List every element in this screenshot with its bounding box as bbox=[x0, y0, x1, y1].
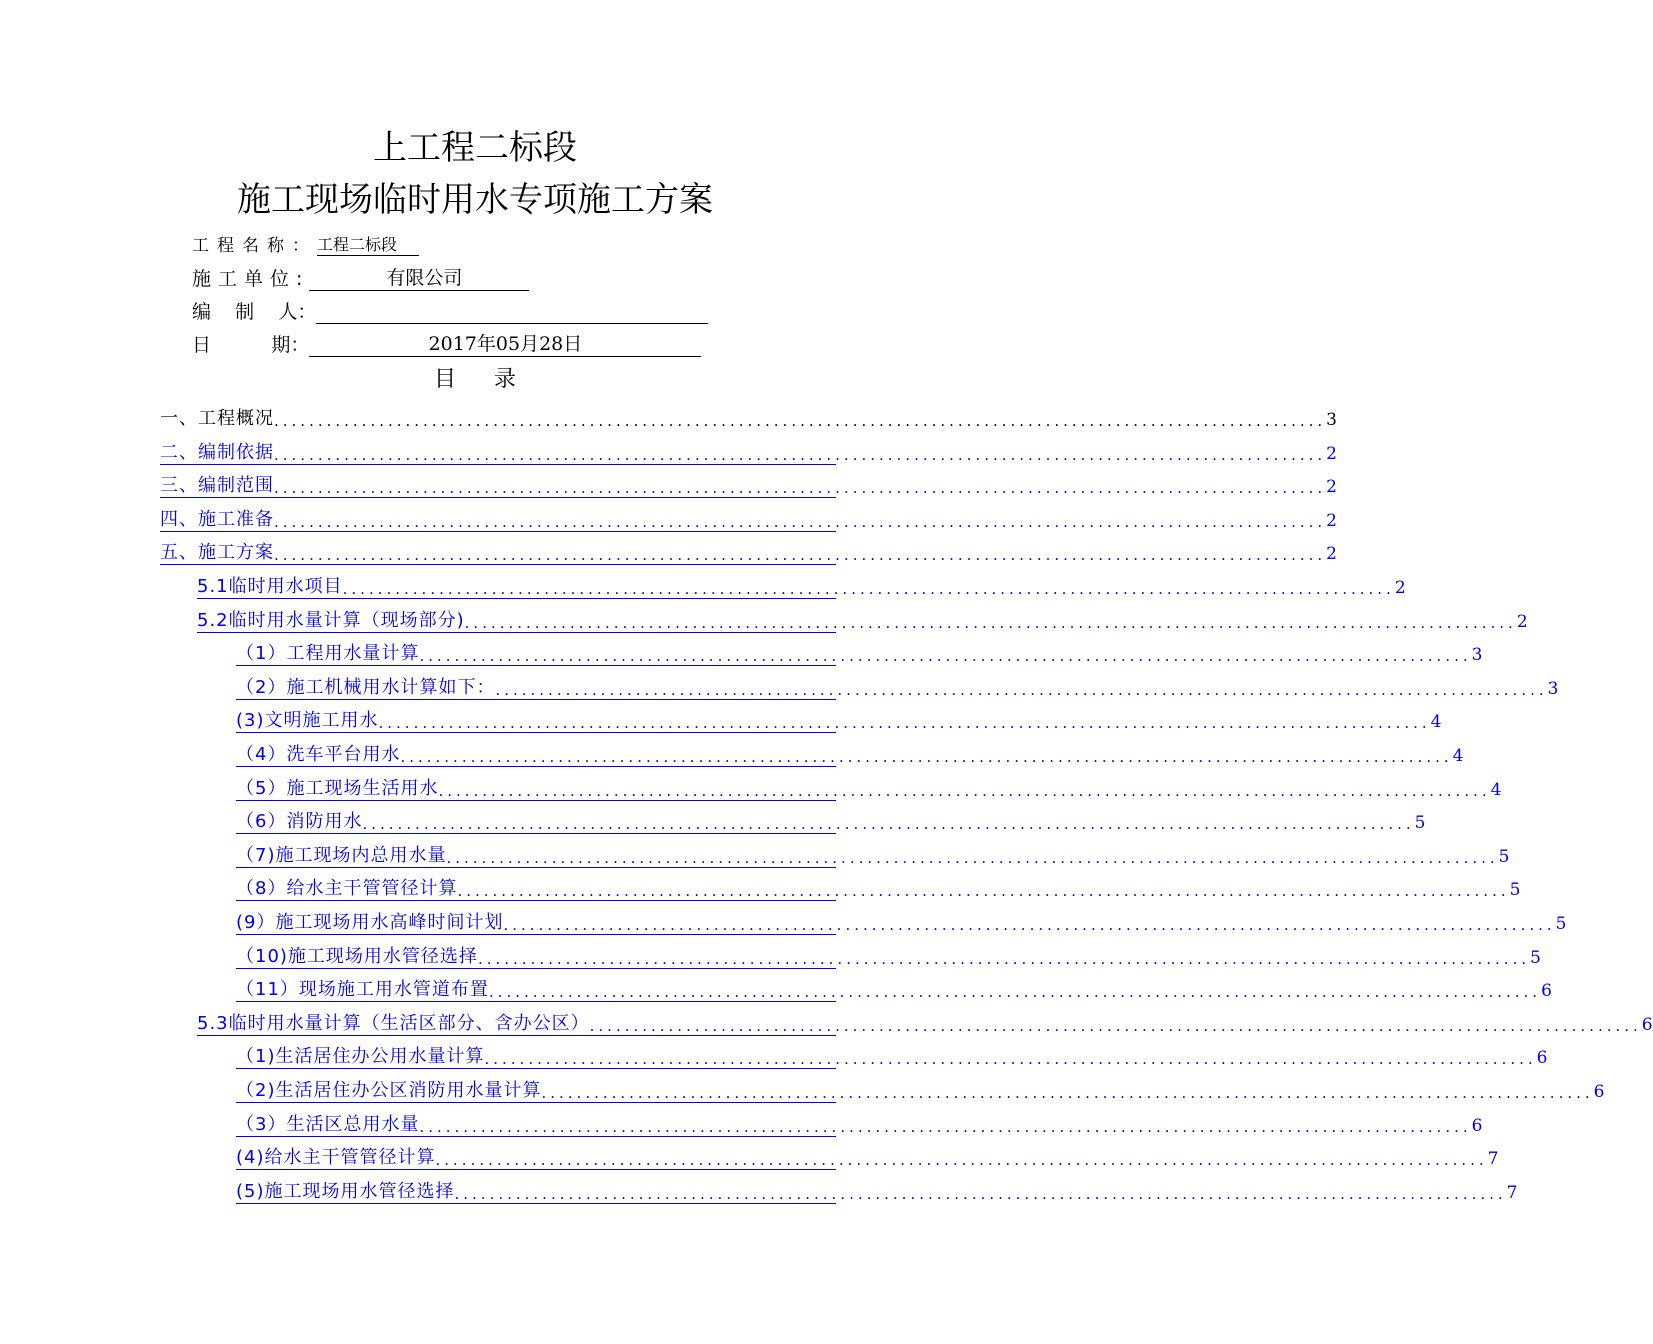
toc-leader-dots: ........................................................................................................................ bbox=[495, 680, 1548, 699]
toc-entry-page: 4 bbox=[1430, 712, 1442, 733]
toc-entry-title: （11）现场施工用水管道布置 bbox=[236, 979, 489, 1001]
toc-entry[interactable] bbox=[236, 669, 1559, 700]
toc-entry-page: 6 bbox=[1471, 1115, 1483, 1136]
toc-leader-dots: ........................................................................................................................ bbox=[274, 445, 1327, 464]
toc-entry-title: （2）施工机械用水计算如下： bbox=[236, 676, 496, 698]
toc-entry-page: 2 bbox=[1394, 578, 1406, 598]
toc-entry-title: （2)生活居住办公区消防用水量计算 bbox=[236, 1080, 542, 1101]
toc-leader-dots: ........................................................................................................................ bbox=[438, 781, 1491, 800]
info-row-author bbox=[192, 297, 708, 327]
toc-entry-title: 五、施工方案 bbox=[160, 542, 274, 564]
toc-entry-page: 6 bbox=[1593, 1082, 1605, 1102]
toc-entry-page: 3 bbox=[1471, 645, 1483, 666]
toc-entry[interactable] bbox=[236, 1139, 1499, 1170]
toc-entry-title: （7)施工现场内总用水量 bbox=[236, 844, 447, 866]
toc-entry[interactable] bbox=[160, 501, 1337, 532]
info-label: 编 制 人： bbox=[192, 301, 317, 323]
toc-entry[interactable] bbox=[236, 1106, 1483, 1137]
toc-heading: 目录 bbox=[433, 367, 554, 392]
info-label: 工程名称： bbox=[192, 236, 317, 256]
toc-entry-title: 5.2临时用水量计算（现场部分) bbox=[197, 609, 465, 631]
toc-leader-dots: ........................................................................................................................ bbox=[274, 512, 1327, 531]
toc-entry[interactable] bbox=[236, 837, 1510, 868]
toc-entry-title: （1)生活居住办公用水量计算 bbox=[236, 1046, 485, 1068]
document-title-line-2: 施工现场临时用水专项施工方案 bbox=[237, 180, 713, 220]
toc-entry-page: 4 bbox=[1490, 779, 1502, 800]
toc-entry[interactable] bbox=[236, 870, 1521, 901]
toc-entry[interactable] bbox=[236, 904, 1567, 935]
toc-leader-dots: ........................................................................................................................ bbox=[274, 479, 1327, 498]
toc-entry[interactable] bbox=[236, 803, 1426, 834]
toc-entry-page: 2 bbox=[1326, 443, 1337, 464]
toc-leader-dots: ........................................................................................................................ bbox=[477, 949, 1531, 968]
toc-entry-title: （10)施工现场用水管径选择 bbox=[236, 945, 478, 967]
toc-entry bbox=[160, 400, 1337, 430]
toc-entry-page: 2 bbox=[1326, 510, 1337, 531]
toc-leader-dots: ........................................................................................................................ bbox=[435, 1151, 1488, 1170]
toc-entry[interactable] bbox=[236, 1072, 1605, 1103]
toc-leader-dots: ........................................................................................................................ bbox=[419, 647, 1472, 666]
info-value bbox=[316, 301, 708, 324]
toc-entry[interactable] bbox=[236, 1038, 1548, 1069]
toc-leader-dots: ........................................................................................................................ bbox=[589, 1016, 1642, 1035]
toc-entry[interactable] bbox=[236, 938, 1541, 969]
toc-entry-page: 5 bbox=[1530, 947, 1541, 968]
toc-entry-title: 一、工程概况 bbox=[160, 408, 274, 429]
toc-entry-title: 二、编制依据 bbox=[160, 441, 274, 463]
info-row-company bbox=[192, 263, 529, 293]
info-label: 日 期： bbox=[192, 334, 310, 356]
toc-entry-page: 6 bbox=[1641, 1014, 1653, 1035]
toc-entry-page: 5 bbox=[1414, 813, 1426, 834]
toc-leader-dots: ........................................................................................................................ bbox=[464, 613, 1517, 632]
toc-entry[interactable] bbox=[197, 602, 1528, 633]
toc-leader-dots: ........................................................................................................................ bbox=[362, 815, 1415, 834]
toc-entry[interactable] bbox=[197, 568, 1406, 599]
toc-leader-dots: ........................................................................................................................ bbox=[378, 714, 1431, 733]
toc-entry[interactable] bbox=[236, 635, 1483, 666]
toc-leader-dots: ........................................................................................................................ bbox=[419, 1117, 1472, 1136]
toc-entry-title: 三、编制范围 bbox=[160, 475, 274, 497]
toc-entry-page: 3 bbox=[1326, 410, 1337, 430]
toc-leader-dots: ........................................................................................................................ bbox=[488, 983, 1542, 1002]
toc-entry-title: （1）工程用水量计算 bbox=[236, 643, 420, 665]
toc-entry[interactable] bbox=[160, 467, 1337, 498]
toc-entry-title: （8）给水主干管管径计算 bbox=[236, 878, 458, 900]
toc-leader-dots: ........................................................................................................................ bbox=[400, 748, 1453, 766]
toc-entry-page: 7 bbox=[1487, 1149, 1499, 1170]
toc-entry-page: 2 bbox=[1326, 544, 1337, 565]
toc-leader-dots: ........................................................................................................................ bbox=[274, 546, 1327, 565]
toc-entry[interactable] bbox=[236, 702, 1442, 733]
toc-entry-page: 5 bbox=[1555, 914, 1567, 934]
toc-leader-dots: ........................................................................................................................ bbox=[342, 580, 1395, 598]
toc-entry-page: 5 bbox=[1509, 880, 1521, 901]
toc-entry-page: 5 bbox=[1498, 846, 1510, 867]
toc-entry[interactable] bbox=[236, 736, 1464, 767]
toc-entry-page: 6 bbox=[1536, 1048, 1548, 1069]
document-title-line-1: 上工程二标段 bbox=[373, 128, 577, 168]
toc-entry-page: 6 bbox=[1541, 981, 1552, 1002]
toc-leader-dots: ........................................................................................................................ bbox=[484, 1050, 1537, 1069]
info-row-project-name bbox=[192, 231, 419, 261]
info-label: 施工单位: bbox=[192, 268, 310, 290]
toc-leader-dots: ........................................................................................................................ bbox=[457, 882, 1510, 901]
toc-leader-dots: ........................................................................................................................ bbox=[503, 916, 1556, 934]
toc-entry-page: 2 bbox=[1326, 477, 1337, 498]
info-row-date bbox=[192, 329, 701, 359]
toc-entry-title: 5.3临时用水量计算（生活区部分、含办公区） bbox=[197, 1012, 590, 1034]
toc-entry[interactable] bbox=[160, 434, 1337, 465]
toc-leader-dots: ........................................................................................................................ bbox=[274, 412, 1327, 430]
toc-entry[interactable] bbox=[236, 971, 1552, 1002]
toc-entry-title: 四、施工准备 bbox=[160, 508, 274, 530]
toc-entry-title: (5)施工现场用水管径选择 bbox=[236, 1180, 455, 1202]
toc-entry-title: （4）洗车平台用水 bbox=[236, 744, 401, 765]
toc-leader-dots: ........................................................................................................................ bbox=[454, 1184, 1507, 1203]
toc-entry-title: (4)给水主干管管径计算 bbox=[236, 1147, 436, 1169]
toc-entry-title: （3）生活区总用水量 bbox=[236, 1113, 420, 1135]
toc-leader-dots: ........................................................................................................................ bbox=[541, 1084, 1594, 1102]
toc-entry-title: 5.1临时用水项目 bbox=[197, 576, 343, 597]
toc-entry-title: (3)文明施工用水 bbox=[236, 710, 379, 732]
info-value: 2017年05月28日 bbox=[309, 329, 701, 357]
info-value: 有限公司 bbox=[309, 263, 529, 291]
toc-entry-page: 3 bbox=[1547, 678, 1559, 699]
toc-entry[interactable] bbox=[236, 770, 1502, 801]
toc-leader-dots: ........................................................................................................................ bbox=[446, 848, 1499, 867]
toc-entry-title: (9）施工现场用水高峰时间计划 bbox=[236, 912, 504, 933]
toc-entry-title: （5）施工现场生活用水 bbox=[236, 777, 439, 799]
toc-entry[interactable] bbox=[160, 534, 1337, 565]
toc-entry-page: 7 bbox=[1506, 1182, 1518, 1203]
toc-entry[interactable] bbox=[236, 1173, 1518, 1204]
info-value: 工程二标段 bbox=[317, 232, 419, 256]
toc-entry[interactable] bbox=[197, 1005, 1653, 1036]
toc-entry-page: 4 bbox=[1452, 746, 1464, 766]
toc-entry-page: 2 bbox=[1516, 611, 1528, 632]
toc-entry-title: （6）消防用水 bbox=[236, 811, 363, 833]
